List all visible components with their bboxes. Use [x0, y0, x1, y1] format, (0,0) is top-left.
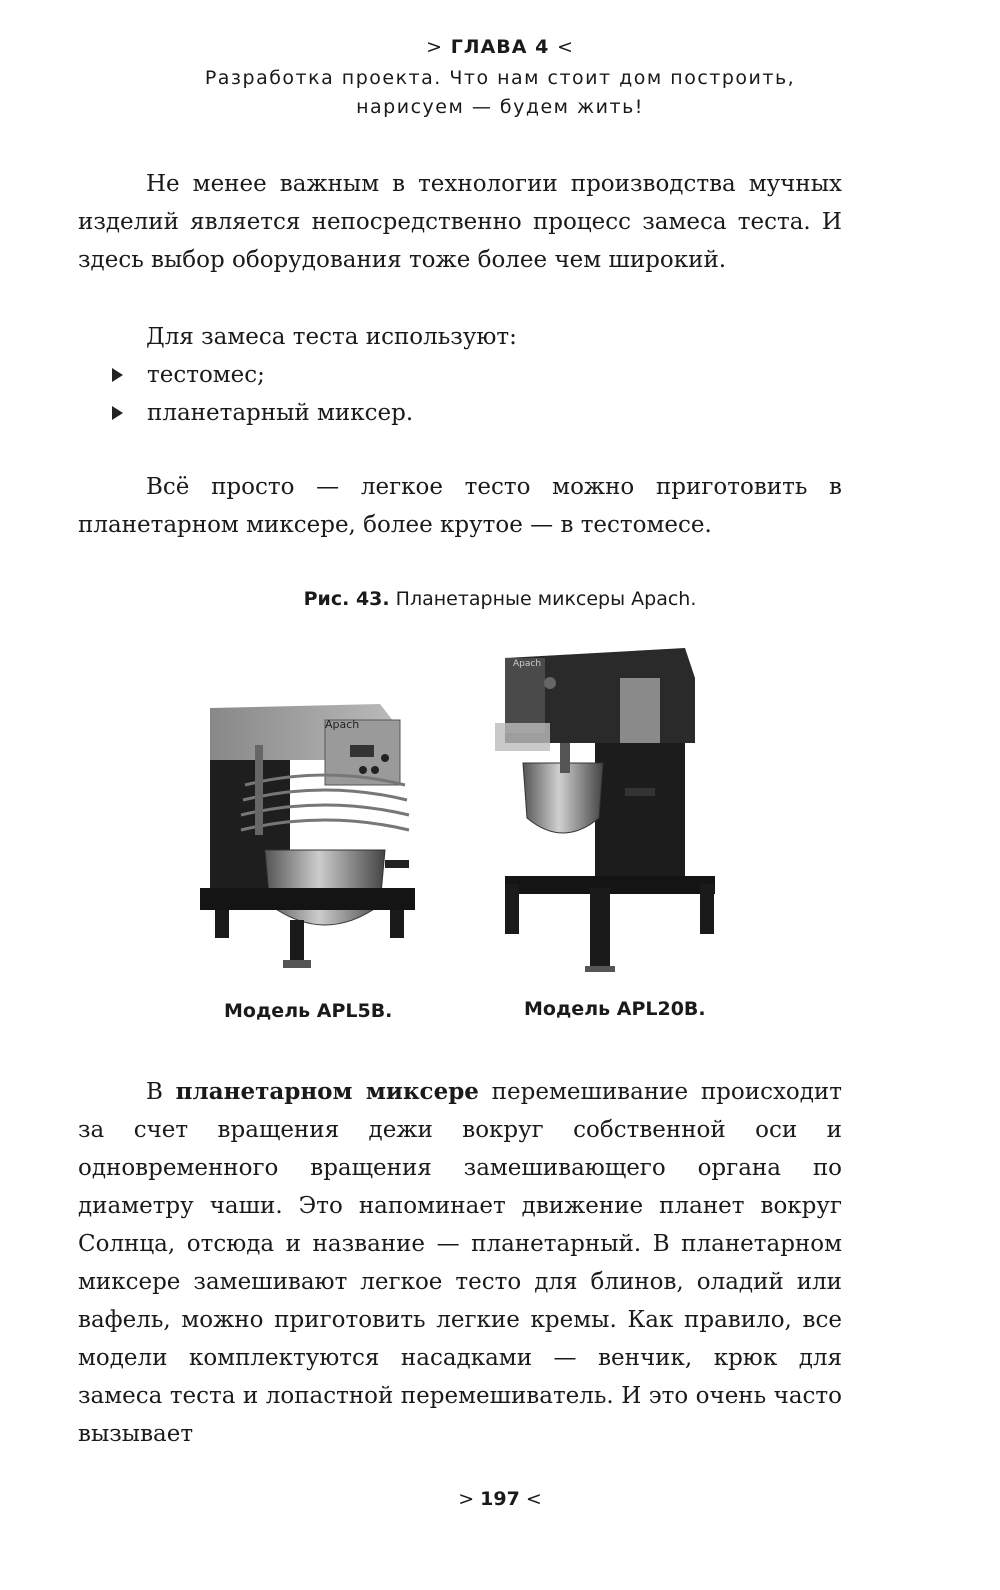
subtitle-line-2: нарисуем — будем жить! [356, 96, 644, 118]
page-number [0, 1488, 1000, 1510]
chapter-title [0, 36, 1000, 58]
bullet-list [112, 356, 413, 432]
paragraph-1 [78, 165, 842, 279]
paragraph-4-text: перемешивание происходит за счет вращения дежи вокруг собственной оси и одновременного вращения замешивающего органа по диаметру чаши. Это напоминает движение планет вокруг Солнца, отсюда и название — планетарный. В планетарном миксере замешивают легкое тесто для блинов, оладий или вафель, можно приготовить легкие кремы. Как правило, все модели комплектуются насадками — венчик, крюк для замеса теста и лопастной перемешиватель. И это очень часто вызывает [78, 1079, 842, 1447]
figure-caption-text: Планетарные миксеры Apach. [395, 588, 697, 610]
triangle-bullet-icon [112, 406, 123, 420]
page-number-value: 197 [480, 1488, 520, 1510]
paragraph-2-text: Для замеса теста используют: [146, 324, 517, 350]
list-item-text: тестомес; [147, 362, 265, 388]
brand-logo-text: Apach [513, 659, 542, 669]
chapter-prefix: > [426, 36, 444, 58]
running-header [0, 36, 1000, 122]
figure-caption [0, 588, 1000, 610]
paragraph-4-bold-term: планетарном миксере [175, 1078, 479, 1105]
paragraph-3-text: Всё просто — легкое тесто можно приготовить в планетарном миксере, более крутое — в тестомесе. [78, 474, 842, 538]
paragraph-2 [78, 318, 842, 356]
mixer-apl20b-image [495, 648, 725, 983]
model-label-apl20b: Модель APL20B. [524, 998, 706, 1020]
paragraph-4-lead: В [146, 1079, 163, 1105]
list-item [112, 394, 413, 432]
model-label-apl5b: Модель APL5B. [224, 1000, 393, 1022]
triangle-bullet-icon [112, 368, 123, 382]
mixer-apl5b-image [195, 690, 425, 980]
brand-logo-text: Apach [325, 718, 360, 731]
page-number-suffix: < [525, 1488, 542, 1510]
chapter-subtitle [0, 64, 1000, 122]
figure-caption-label: Рис. 43. [303, 588, 390, 610]
list-item [112, 356, 413, 394]
subtitle-line-1: Разработка проекта. Что нам стоит дом построить, [204, 67, 796, 89]
paragraph-3 [78, 468, 842, 544]
chapter-label: ГЛАВА 4 [450, 36, 550, 58]
paragraph-1-text: Не менее важным в технологии производства мучных изделий является непосредственно процесс замеса теста. И здесь выбор оборудования тоже более чем широкий. [78, 171, 842, 273]
list-item-text: планетарный миксер. [147, 400, 414, 426]
page-number-prefix: > [458, 1488, 475, 1510]
paragraph-4 [78, 1073, 842, 1453]
chapter-suffix: < [556, 36, 574, 58]
